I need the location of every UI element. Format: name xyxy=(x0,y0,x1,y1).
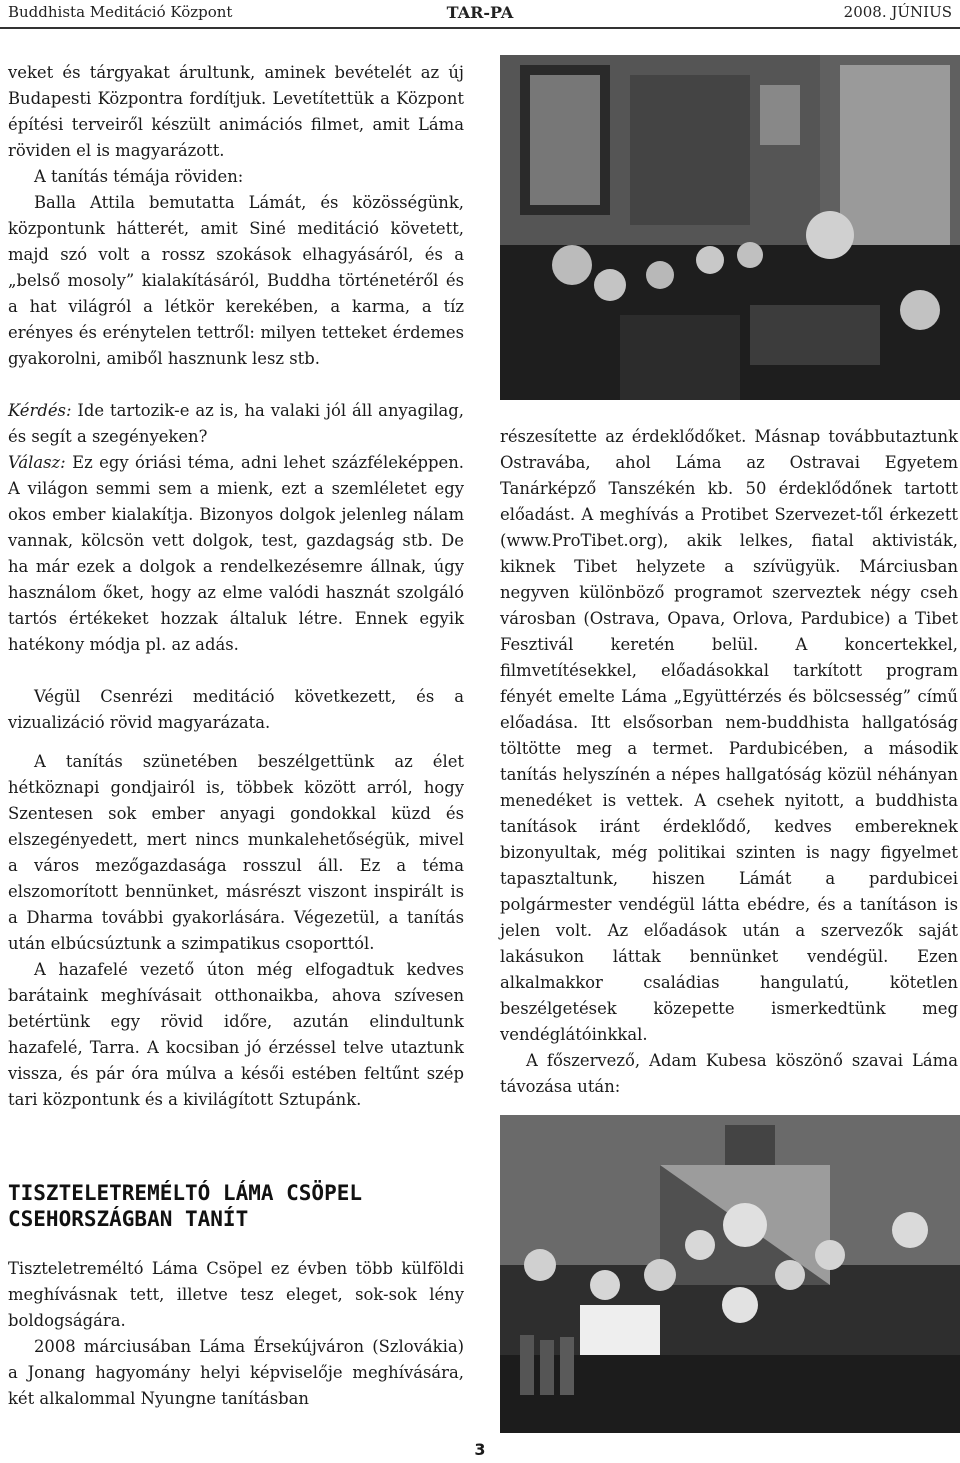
page-header xyxy=(0,0,960,26)
paragraph: A főszervező, Adam Kubesa köszönő szavai Láma távozása után: xyxy=(500,1051,958,1096)
left-column-text xyxy=(8,60,464,1113)
section-heading-line: CSEHORSZÁGBAN TANÍT xyxy=(8,1207,249,1231)
paragraph: A tanítás témája röviden: xyxy=(34,167,244,186)
header-issue-date: 2008. JÚNIUS xyxy=(843,3,952,21)
paragraph: Balla Attila bemutatta Lámát, és közösségünk, központunk hátterét, amit Siné meditáció követett, majd szó volt a rossz szokások elhagyásáról, és a „belső mosoly” kialakításáról, Buddha történetéről és a hat világról a létkör kerekében, a karma, a tíz erényes és erénytelen tettről: milyen tetteket érdemes gyakorolni, amiből hasznunk lesz stb. xyxy=(8,193,464,368)
question-paragraph xyxy=(8,398,464,450)
page-number: 3 xyxy=(474,1440,486,1459)
right-column-text xyxy=(500,424,958,1100)
section-text xyxy=(8,1256,464,1412)
paragraph: A tanítás szünetében beszélgettünk az élet hétköznapi gondjairól is, többek között arról, hogy Szentesen sok ember anyagi gondokkal küzd és elszegényedett, mert nincs munkalehetőségük, mivel a város mezőgazdasága rosszul áll. Ez a téma elszomorított bennünket, másrészt viszont inspirált is a Dharma további gyakorlására. Végezetül, a tanítás után elbúcsúztunk a szimpatikus csoporttól. xyxy=(8,752,464,953)
paragraph: A hazafelé vezető úton még elfogadtuk kedves barátaink meghívásait otthonaikba, ahova szívesen betértünk egy rövid időre, azután elindultunk hazafelé, Tarra. A kocsiban jó érzéssel telve utaztunk vissza, és pár óra múlva a késői estében feltűnt szép tari központunk és a kivilágított Sztupánk. xyxy=(8,960,464,1109)
answer-text: Ez egy óriási téma, adni lehet százféleképpen. A világon semmi sem a mienk, ezt a szemléletet egy okos ember kialakítja. Bizonyos dolgok jelenleg nálam vannak, kölcsön vett dolgok, test, gazdagság stb. De ha már ezek a dolgok a rendelkezésemre állnak, úgy használom őket, hogy az elme valódi hasznát szolgáló tartós értékeket hozzak általuk létre. Ennek egyik hatékony módja pl. az adás. xyxy=(8,453,464,654)
header-rule xyxy=(0,27,960,29)
paragraph: veket és tárgyakat árultunk, aminek bevételét az új Budapesti Központra fordítjuk. Levetítettük a Központ építési terveiről készült animációs filmet, amit Láma röviden el is magyarázott. xyxy=(8,63,464,160)
group-photo xyxy=(500,1115,960,1433)
answer-paragraph xyxy=(8,450,464,658)
section-heading xyxy=(8,1180,468,1232)
section-heading-line: TISZTELETREMÉLTÓ LÁMA CSÖPEL xyxy=(8,1181,363,1205)
paragraph: részesítette az érdeklődőket. Másnap továbbutaztunk Ostravába, ahol Láma az Ostravai Egyetem Tanárképző Tanszékén kb. 50 érdeklődőnek tartott előadást. A meghívás a Protibet Szervezet-től érkezett (www.ProTibet.org), akik lelkes, fiatal aktivisták, kiknek Tibet helyzete a szívügyük. Márciusban negyven különböző programot szerveztek négy cseh városban (Ostrava, Opava, Orlova, Pardubice) a Tibet Fesztivál keretén belül. A koncertekkel, filmvetítésekkel, előadásokkal tarkított program fényét emelte Láma „Együttérzés és bölcsesség” című előadása. Itt elsősorban nem-buddhista hallgatóság töltötte meg a termet. Pardubicében, a második tanítás helyszínén a népes hallgatóság közül néhányan menedéket is vettek. A csehek nyitott, a buddhista tanítások iránt érdeklődő, kedves embereknek bizonyultak, még politikai szinten is nagy figyelmet tapasztaltunk, hiszen Lámát a pardubicei polgármester vendégül látta ebédre, és a tanításon is jelen volt. Az előadások után a szervezők saját lakásukon láttak bennünket vendégül. Ezen alkalmakkor családias hangulatú, kötetlen beszélgetések közepette ismerkedtünk meg vendéglátóinkkal. xyxy=(500,427,958,1044)
question-text: Ide tartozik-e az is, ha valaki jól áll anyagilag, és segít a szegényeken? xyxy=(8,401,464,446)
question-label: Kérdés: xyxy=(8,401,72,420)
header-publisher: Buddhista Meditáció Központ xyxy=(8,3,233,21)
teaching-photo xyxy=(500,55,960,400)
paragraph: Végül Csenrézi meditáció következett, és a vizualizáció rövid magyarázata. xyxy=(8,687,464,732)
paragraph: 2008 márciusában Láma Érsekújváron (Szlovákia) a Jonang hagyomány helyi képviselője meghívására, két alkalommal Nyungne tanításban xyxy=(8,1337,464,1408)
paragraph: Tiszteletreméltó Láma Csöpel ez évben több külföldi meghívásnak tett, illetve tesz eleget, sok-sok lény boldogságára. xyxy=(8,1259,464,1330)
answer-label: Válasz: xyxy=(8,453,66,472)
header-magazine-title: TAR-PA xyxy=(446,3,514,22)
